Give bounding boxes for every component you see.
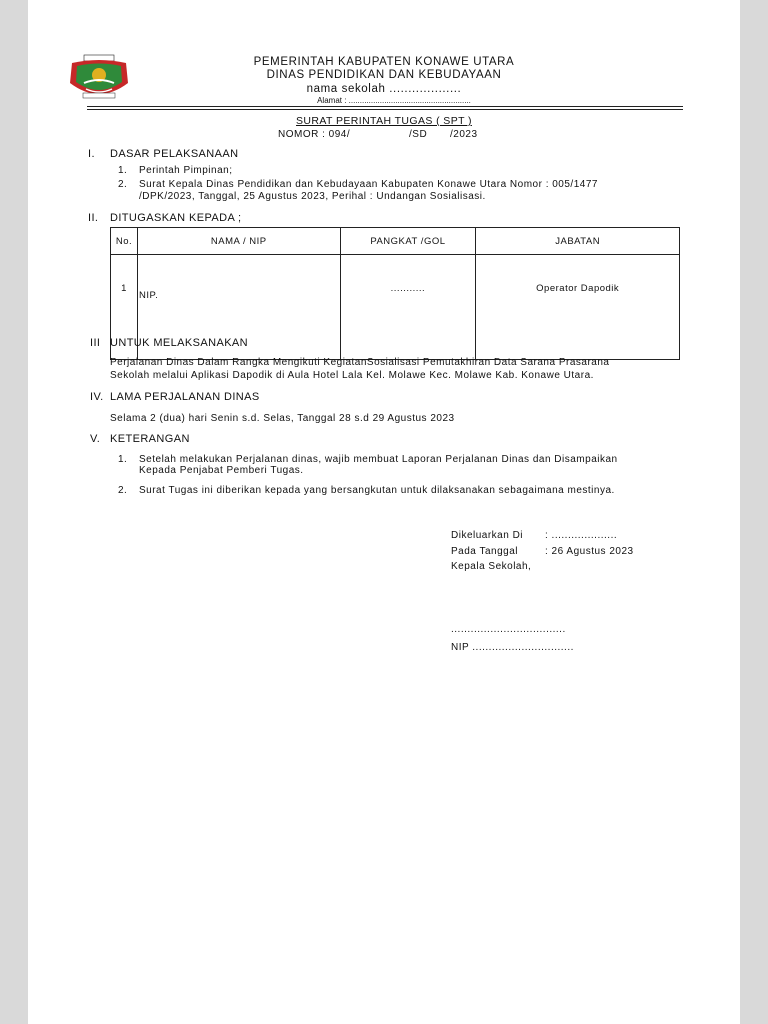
- column-header-jabatan: JABATAN: [476, 228, 680, 255]
- header-rule-thick: [87, 106, 683, 107]
- section-title-keterangan: KETERANGAN: [110, 433, 190, 445]
- list-item-text: Surat Tugas ini diberikan kepada yang bersangkutan untuk dilaksanakan sebagaimana mestinya.: [139, 485, 615, 496]
- issued-date-label: Pada Tanggal: [451, 546, 518, 557]
- list-item-number: 1.: [118, 165, 128, 176]
- list-item-text-cont: /DPK/2023, Tanggal, 25 Agustus 2023, Perihal : Undangan Sosialisasi.: [139, 191, 486, 202]
- nomor-year: /2023: [450, 129, 478, 140]
- list-item-text: Surat Kepala Dinas Pendidikan dan Kebudayaan Kabupaten Konawe Utara Nomor : 005/1477: [139, 179, 598, 190]
- section-num-5: V.: [90, 433, 101, 445]
- issued-at-label: Dikeluarkan Di: [451, 530, 524, 541]
- signer-role: Kepala Sekolah,: [451, 561, 532, 572]
- header-address: Alamat : .......................................................: [317, 96, 471, 105]
- cell-no: 1: [111, 255, 138, 360]
- section-num-2: II.: [88, 212, 99, 224]
- list-item-text: Perintah Pimpinan;: [139, 165, 233, 176]
- purpose-text-cont: Sekolah melalui Aplikasi Dapodik di Aula Hotel Lala Kel. Molawe Kec. Molawe Kab. Konawe Utara.: [110, 370, 594, 381]
- list-item-number: 2.: [118, 485, 128, 496]
- header-department: DINAS PENDIDIKAN DAN KEBUDAYAAN: [266, 69, 502, 81]
- list-item-number: 2.: [118, 179, 128, 190]
- section-title-untuk: UNTUK MELAKSANAKAN: [110, 337, 249, 349]
- section-title-dasar: DASAR PELAKSANAAN: [110, 148, 239, 160]
- section-num-4: IV.: [90, 391, 104, 403]
- signer-name-line: ...................................: [451, 624, 566, 635]
- signer-nip: NIP ...............................: [451, 642, 574, 653]
- section-title-ditugaskan: DITUGASKAN KEPADA ;: [110, 212, 242, 224]
- header-government: PEMERINTAH KABUPATEN KONAWE UTARA: [253, 56, 515, 68]
- list-item-text-cont: Kepada Penjabat Pemberi Tugas.: [139, 465, 304, 476]
- cell-nama: NIP.: [137, 255, 340, 360]
- nomor-mid: /SD: [409, 129, 428, 140]
- column-header-pangkat: PANGKAT /GOL: [340, 228, 476, 255]
- list-item-text: Setelah melakukan Perjalanan dinas, wajib membuat Laporan Perjalanan Dinas dan Disampaikan: [139, 454, 618, 465]
- header-school-name: nama sekolah ...................: [306, 83, 462, 95]
- duration-text: Selama 2 (dua) hari Senin s.d. Selas, Tanggal 28 s.d 29 Agustus 2023: [110, 413, 455, 424]
- section-num-3: III: [90, 337, 101, 349]
- issued-at-value: : ....................: [545, 530, 618, 541]
- column-header-no: No.: [111, 228, 138, 255]
- section-title-lama: LAMA PERJALANAN DINAS: [110, 391, 260, 403]
- nomor-prefix: NOMOR : 094/: [278, 129, 351, 140]
- section-num-1: I.: [88, 148, 95, 160]
- table-header-row: [111, 228, 680, 255]
- document-title: SURAT PERINTAH TUGAS ( SPT ): [296, 115, 472, 127]
- header-rule-thin: [87, 109, 683, 110]
- purpose-text: Perjalanan Dinas Dalam Rangka Mengikuti KegiatanSosialisasi Pemutakhiran Data Sarana Prasarana: [110, 357, 610, 368]
- cell-jabatan: Operator Dapodik: [476, 255, 680, 360]
- column-header-nama: NAMA / NIP: [137, 228, 340, 255]
- issued-date-value: : 26 Agustus 2023: [545, 546, 634, 557]
- list-item-number: 1.: [118, 454, 128, 465]
- cell-pangkat: ...........: [340, 255, 476, 360]
